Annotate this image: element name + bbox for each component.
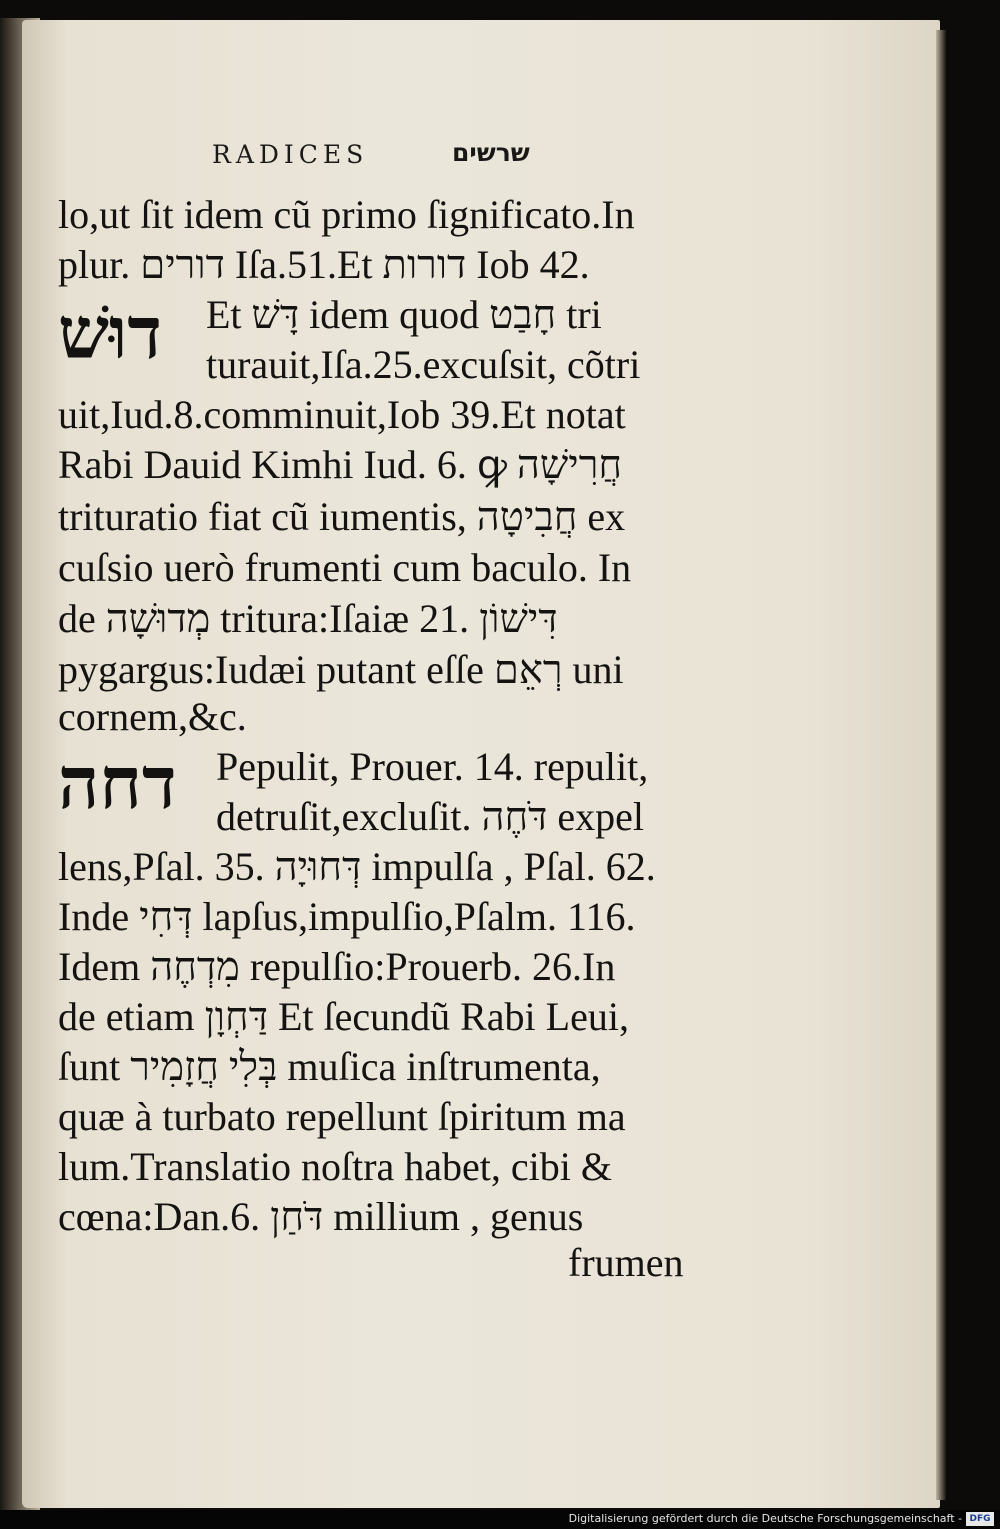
running-header: RADICES	[212, 140, 369, 169]
headword-dush: דוּשׁ	[58, 290, 163, 375]
text-line: lo,ut ſit idem cũ primo ſignificato.In	[58, 192, 635, 237]
text-line: Pepulit, Prouer. 14. repulit,	[216, 744, 649, 789]
text-line: quæ à turbato repellunt ſpiritum ma	[58, 1094, 626, 1139]
text-line: cœna:Dan.6. דֹּחַן millium , genus	[58, 1194, 584, 1239]
page-right-edge	[936, 30, 946, 1500]
catchword: frumen	[568, 1240, 684, 1285]
headword-dachach: דחה	[58, 740, 177, 825]
text-line: Rabi Dauid Kimhi Iud. 6. ꝙ חֲרִישָׁה	[58, 442, 623, 487]
running-header-hebrew: שרשים	[452, 138, 530, 167]
text-line: cornem,&c.	[58, 694, 247, 739]
text-line: de etiam דַּחְוָן Et ſecundũ Rabi Leui,	[58, 994, 629, 1039]
dfg-logo: DFG	[966, 1512, 994, 1526]
text-line: de מְדוּשָׁה tritura:Iſaiæ 21. דִּישׁוֹן	[58, 596, 558, 641]
text-line: lum.Translatio noſtra habet, cibi &	[58, 1144, 613, 1189]
text-line: lens,Pſal. 35. דְּחוּיָה impulſa , Pſal. 62.	[58, 844, 656, 889]
text-line: ſunt בְּלִי חֲזָמִיר muſica inſtrumenta,	[58, 1044, 601, 1089]
text-line: uit,Iud.8.comminuit,Iob 39.Et notat	[58, 392, 626, 437]
text-line: turauit,Iſa.25.excuſsit, cõtri	[206, 342, 641, 387]
text-line: pygargus:Iudæi putant eſſe רְאֵם uni	[58, 647, 624, 692]
text-line: Et דָּשׁ idem quod חָבַט tri	[206, 292, 602, 337]
text-line: Idem מִדְחֶה repulſio:Prouerb. 26.In	[58, 944, 616, 989]
text-line: cuſsio uerò frumenti cum baculo. In	[58, 545, 632, 590]
text-line: detruſit,excluſit. דֹּחֶה expel	[216, 794, 645, 839]
funding-notice: Digitalisierung gefördert durch die Deutsche Forschungsgemeinschaft -	[568, 1512, 962, 1525]
footer-bar	[0, 1510, 1000, 1529]
text-line: plur. דורים Iſa.51.Et דורות Iob 42.	[58, 242, 590, 287]
text-line: Inde דְּחִי lapſus,impulſio,Pſalm. 116.	[58, 894, 636, 939]
text-line: trituratio fiat cũ iumentis, חֲבִיטָה ex	[58, 494, 626, 539]
